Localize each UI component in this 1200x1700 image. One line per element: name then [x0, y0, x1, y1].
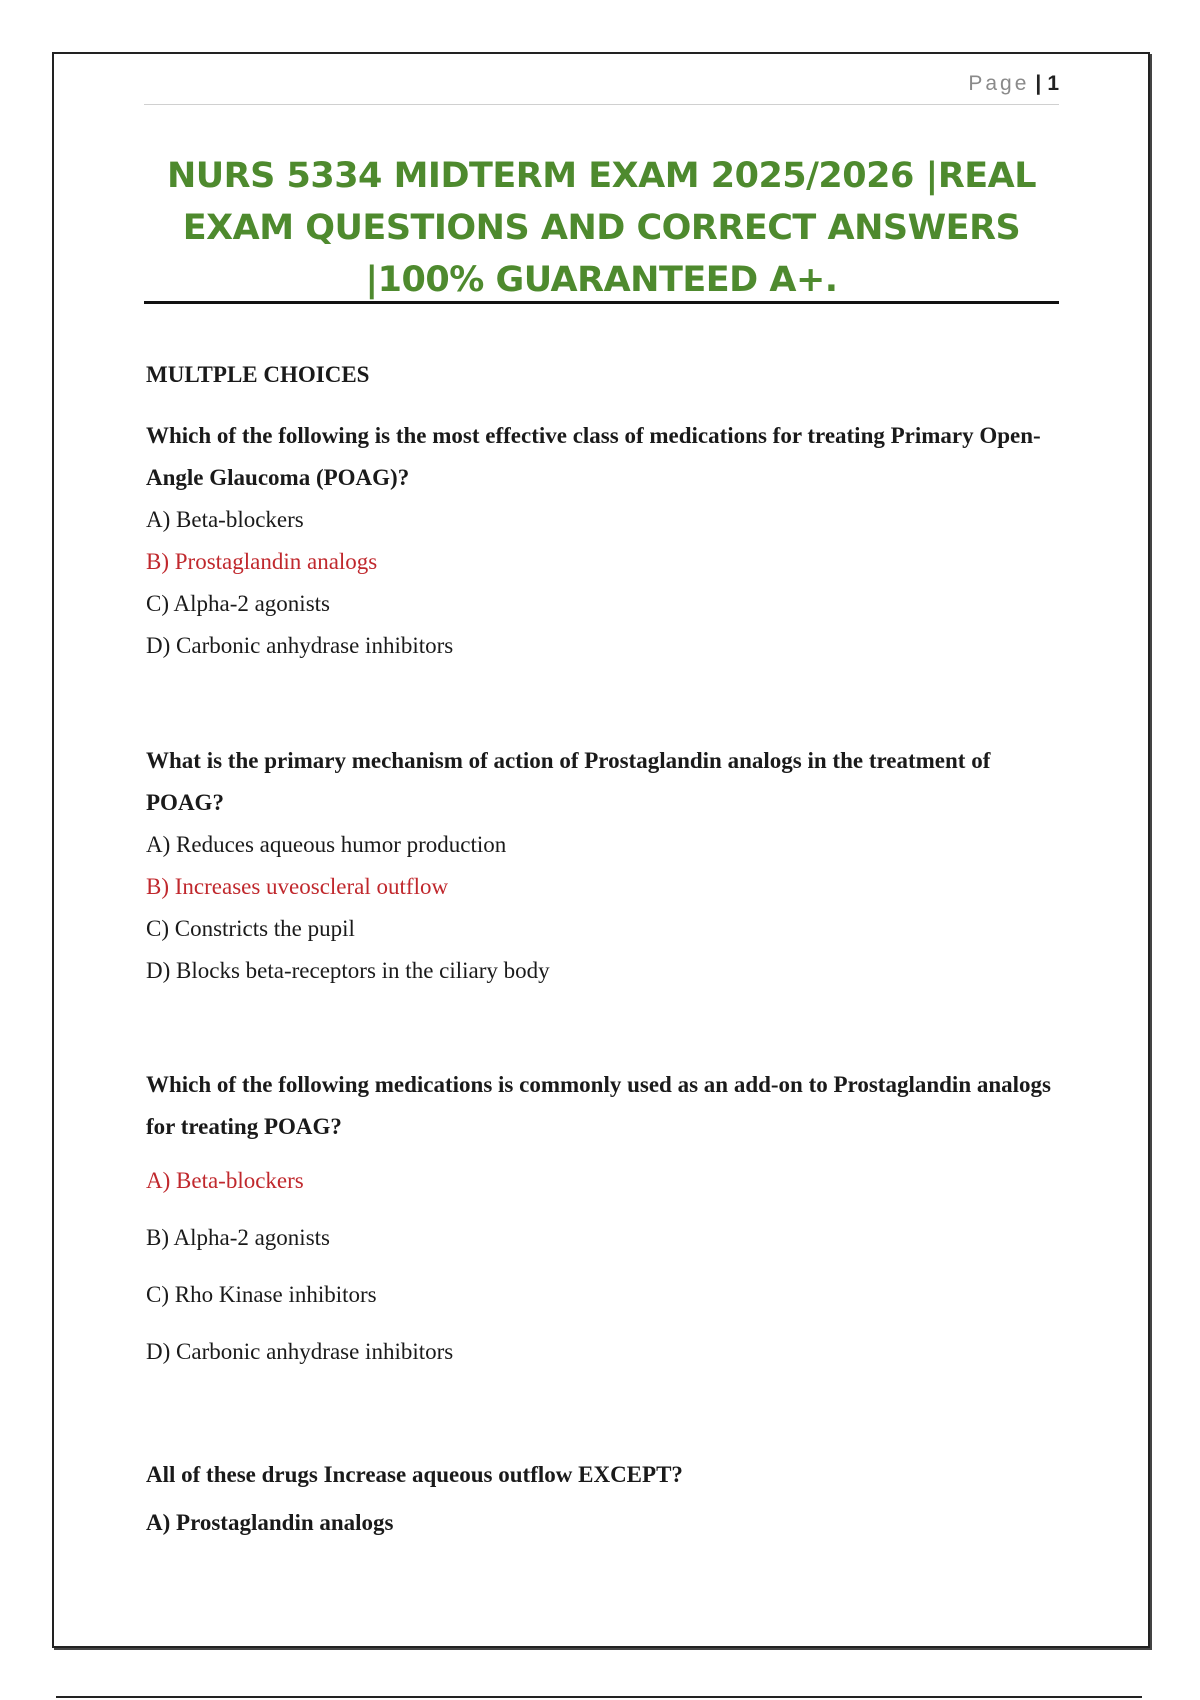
- section-heading: MULTPLE CHOICES: [146, 362, 370, 387]
- answer-option-c: C) Alpha-2 agonists: [146, 591, 330, 616]
- answer-option-b-correct: B) Prostaglandin analogs: [146, 549, 378, 574]
- page-header: [144, 70, 1059, 105]
- question-text: Which of the following medications is commonly used as an add-on to Prostaglandin analogs for treating POAG?: [146, 1072, 1051, 1139]
- page-separator: |: [1035, 72, 1042, 95]
- answer-option-a: A) Prostaglandin analogs: [146, 1510, 394, 1535]
- title-divider: [144, 301, 1059, 304]
- answer-options: [146, 499, 1061, 667]
- question-2: [146, 740, 1061, 992]
- question-3: [146, 1064, 1061, 1380]
- answer-option-b-correct: B) Increases uveoscleral outflow: [146, 874, 449, 899]
- title-line-1: NURS 5334 MIDTERM EXAM 2025/2026 |REAL: [166, 156, 1037, 196]
- page-label: Page: [968, 72, 1030, 95]
- answer-option-d: D) Blocks beta-receptors in the ciliary body: [146, 958, 550, 983]
- answer-option-a: A) Beta-blockers: [146, 507, 304, 532]
- question-4: [146, 1454, 1061, 1551]
- next-page-edge: [56, 1696, 1142, 1698]
- question-1: [146, 415, 1061, 667]
- answer-option-c: C) Rho Kinase inhibitors: [146, 1282, 377, 1307]
- question-text: All of these drugs Increase aqueous outflow EXCEPT?: [146, 1462, 683, 1487]
- question-text: What is the primary mechanism of action of Prostaglandin analogs in the treatment of POAG?: [146, 748, 991, 815]
- answer-options: [146, 824, 1061, 992]
- page-number: 1: [1047, 72, 1059, 95]
- answer-options: [146, 1494, 1061, 1551]
- document-title: [144, 150, 1059, 306]
- answer-option-d: D) Carbonic anhydrase inhibitors: [146, 1339, 454, 1364]
- answer-options: [146, 1152, 1061, 1380]
- answer-option-d: D) Carbonic anhydrase inhibitors: [146, 633, 454, 658]
- answer-option-c: C) Constricts the pupil: [146, 916, 355, 941]
- page-number-indicator: [968, 72, 1059, 96]
- title-line-2: EXAM QUESTIONS AND CORRECT ANSWERS: [182, 208, 1021, 248]
- question-text: Which of the following is the most effective class of medications for treating Primary Open-Angle Glaucoma (POAG)?: [146, 423, 1041, 490]
- title-line-3: |100% GUARANTEED A+.: [365, 260, 838, 300]
- answer-option-a: A) Reduces aqueous humor production: [146, 832, 507, 857]
- answer-option-b: B) Alpha-2 agonists: [146, 1225, 330, 1250]
- answer-option-a-correct: A) Beta-blockers: [146, 1168, 304, 1193]
